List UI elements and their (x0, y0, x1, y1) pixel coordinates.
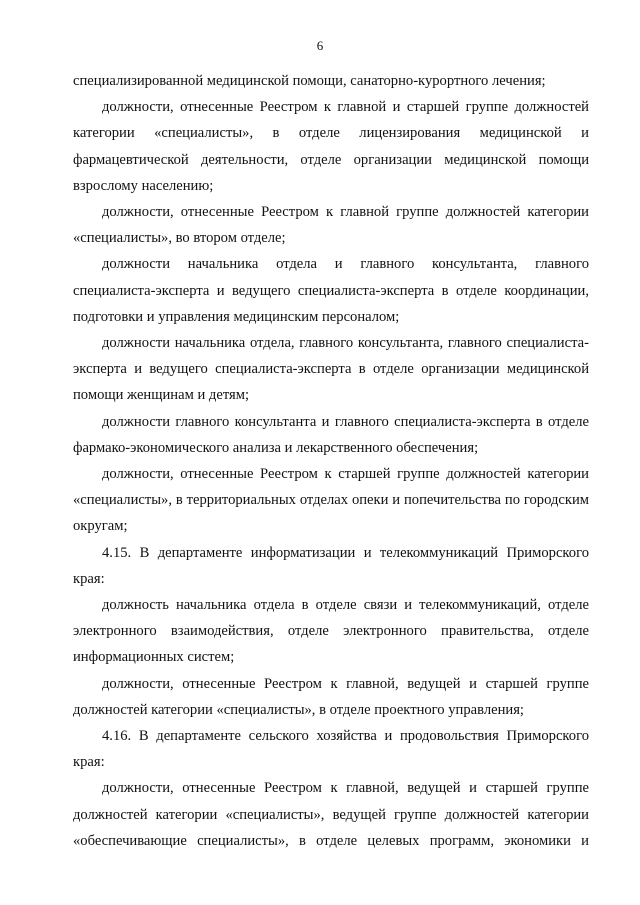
paragraph-communications-departments: должность начальника отдела в отделе связи и телекоммуникаций, отделе электронного взаимодействия, отделе электронного правительства, отделе информационных систем; (73, 597, 589, 666)
paragraph-pharmacoeconomic-department: должности главного консультанта и главного специалиста-эксперта в отделе фармако-экономического анализа и лекарственного обеспечения; (73, 413, 589, 456)
paragraph-project-management: должности, отнесенные Реестром к главной, ведущей и старшей группе должностей категории «специалисты», в отделе проектного управления; (73, 675, 589, 718)
paragraph-continuation: специализированной медицинской помощи, санаторно-курортного лечения; (73, 73, 546, 89)
paragraph-second-department: должности, отнесенные Реестром к главной группе должностей категории «специалисты», во втором отделе; (73, 204, 589, 247)
paragraph-coordination-department: должности начальника отдела и главного консультанта, главного специалиста-эксперта и ведущего специалиста-эксперта в отделе координации, подготовки и управления медицинским персоналом; (73, 256, 589, 325)
paragraph-target-programs: должности, отнесенные Реестром к главной, ведущей и старшей группе должностей категории «специалисты», ведущей группе должностей категории «обеспечивающие специалисты», в отделе целевых программ, экономики и (73, 780, 589, 849)
section-heading-4-15: 4.15. В департаменте информатизации и телекоммуникаций Приморского края: (73, 544, 589, 587)
paragraph-guardianship-departments: должности, отнесенные Реестром к старшей группе должностей категории «специалисты», в территориальных отделах опеки и попечительства по городским округам; (73, 466, 589, 535)
page-number: 6 (316, 38, 324, 53)
paragraph-women-children-department: должности начальника отдела, главного консультанта, главного специалиста-эксперта и ведущего специалиста-эксперта в отделе организации медицинской помощи женщинам и детям; (73, 335, 589, 404)
document-body (73, 68, 589, 854)
section-heading-4-16: 4.16. В департаменте сельского хозяйства и продовольствия Приморского края: (73, 728, 589, 771)
paragraph-licensing-departments: должности, отнесенные Реестром к главной и старшей группе должностей категории «специалисты», в отделе лицензирования медицинской и фармацевтической деятельности, отделе организации медицинской помощи взрослому населению; (73, 99, 589, 194)
